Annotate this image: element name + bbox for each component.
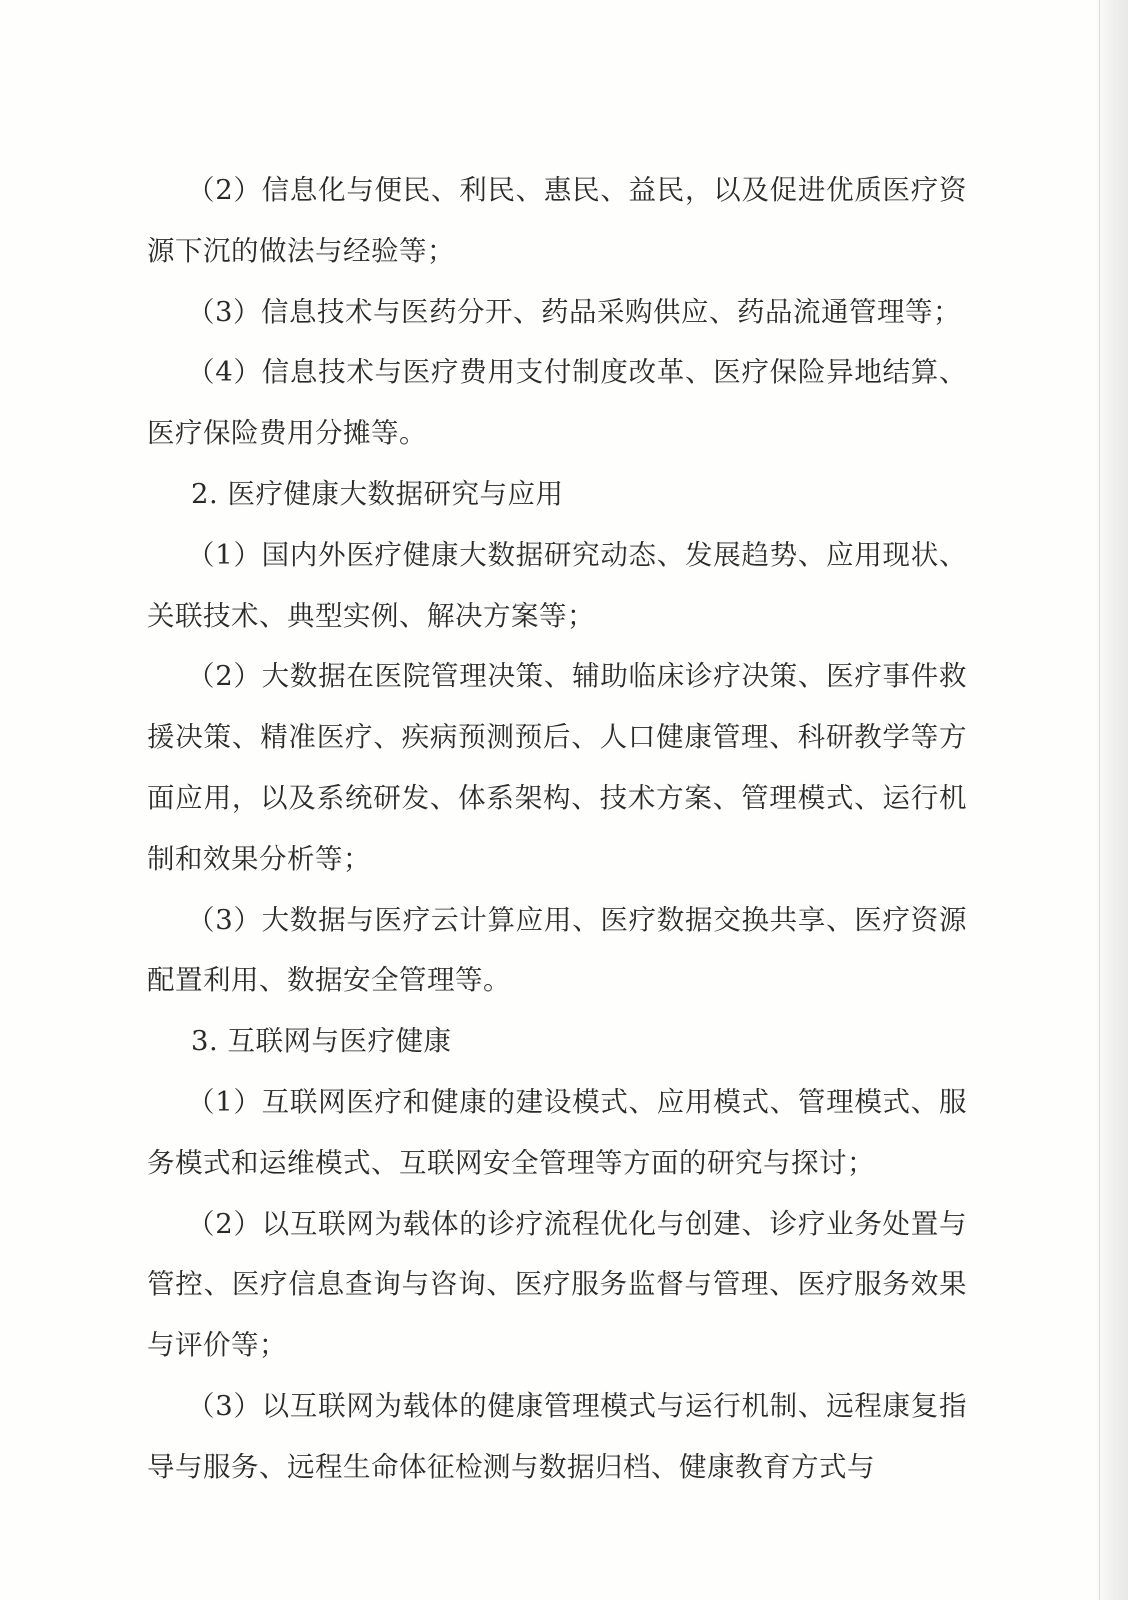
page-edge-line xyxy=(1099,0,1100,1600)
document-body xyxy=(147,160,967,1498)
paragraph-item: （3）信息技术与医药分开、药品采购供应、药品流通管理等； xyxy=(187,295,961,328)
paragraph-item: （1）互联网医疗和健康的建设模式、应用模式、管理模式、服务模式和运维模式、互联网安全管理等方面的研究与探讨； xyxy=(147,1085,967,1179)
paragraph-item: （3）以互联网为载体的健康管理模式与运行机制、远程康复指导与服务、远程生命体征检测与数据归档、健康教育方式与 xyxy=(147,1389,967,1483)
paragraph-item: （2）以互联网为载体的诊疗流程优化与创建、诊疗业务处置与管控、医疗信息查询与咨询、医疗服务监督与管理、医疗服务效果与评价等； xyxy=(147,1207,967,1362)
paragraph-item: （3）大数据与医疗云计算应用、医疗数据交换共享、医疗资源配置利用、数据安全管理等。 xyxy=(147,903,967,997)
section-heading: 2. 医疗健康大数据研究与应用 xyxy=(191,477,564,510)
paragraph-item: （4）信息技术与医疗费用支付制度改革、医疗保险异地结算、医疗保险费用分摊等。 xyxy=(147,356,967,450)
paragraph-item: （2）大数据在医院管理决策、辅助临床诊疗决策、医疗事件救援决策、精准医疗、疾病预测预后、人口健康管理、科研教学等方面应用，以及系统研发、体系架构、技术方案、管理模式、运行机制和效果分析等； xyxy=(147,660,967,875)
paragraph-item: （2）信息化与便民、利民、惠民、益民，以及促进优质医疗资源下沉的做法与经验等； xyxy=(147,174,967,267)
section-heading: 3. 互联网与医疗健康 xyxy=(191,1025,452,1058)
paragraph-item: （1）国内外医疗健康大数据研究动态、发展趋势、应用现状、关联技术、典型实例、解决方案等； xyxy=(147,538,967,632)
